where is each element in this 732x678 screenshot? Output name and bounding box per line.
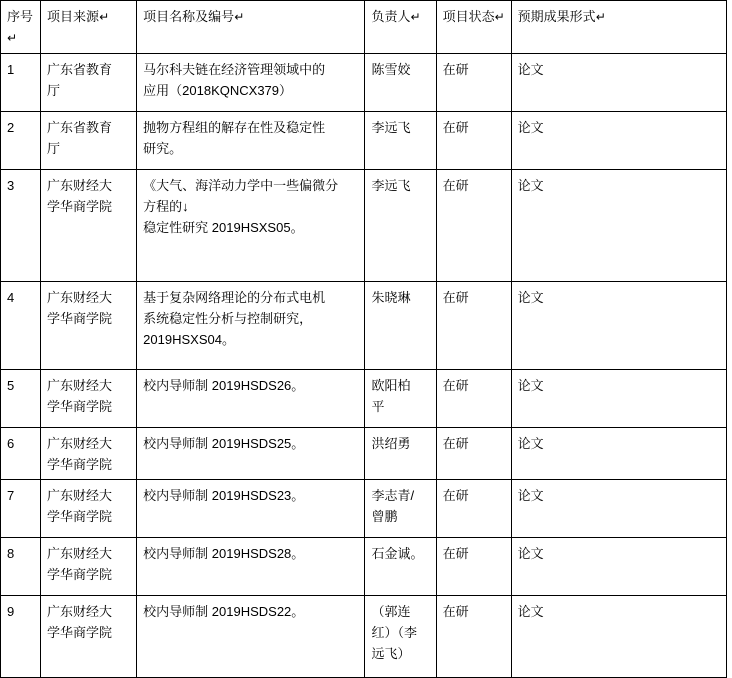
text-line: 广东财经大 (47, 178, 113, 193)
cell-source (41, 170, 137, 282)
cell-no (1, 112, 41, 170)
cell-name (137, 170, 365, 282)
text-line: 平 (371, 399, 385, 414)
text-line: 论文 (517, 62, 544, 77)
header-cell-status (436, 1, 511, 54)
pilcrow-mark: ↵ (99, 10, 110, 24)
text-line: 在研 (442, 488, 469, 503)
text-line: 学华商学院 (47, 625, 113, 640)
text-line: 抛物方程组的解存在性及稳定性 (143, 120, 326, 135)
cell-person (365, 596, 436, 678)
header-cell-no (1, 1, 41, 54)
cell-status (436, 538, 511, 596)
cell-name (137, 480, 365, 538)
text-line: 论文 (517, 436, 544, 451)
cell-result (511, 112, 726, 170)
cell-name (137, 596, 365, 678)
cell-no (1, 170, 41, 282)
table-row (1, 112, 727, 170)
cell-result (511, 480, 726, 538)
table-row (1, 428, 727, 480)
text-line: 马尔科夫链在经济管理领域中的 (143, 62, 326, 77)
cell-name (137, 54, 365, 112)
pilcrow-mark: ↵ (7, 31, 18, 45)
text-line: 7 (7, 488, 15, 503)
cell-result (511, 282, 726, 370)
text-line: 在研 (442, 290, 469, 305)
text-line: 学华商学院 (47, 567, 113, 582)
text-line: 在研 (442, 378, 469, 393)
text-line: 8 (7, 546, 15, 561)
table-row (1, 54, 727, 112)
text-line: 校内导师制 2019HSDS28。 (143, 546, 305, 561)
text-line: 广东财经大 (47, 546, 113, 561)
header-cell-result (511, 1, 726, 54)
cell-status (436, 370, 511, 428)
text-line: 系统稳定性分析与控制研究， (143, 311, 313, 326)
text-line: 基于复杂网络理论的分布式电机 (143, 290, 326, 305)
text-line: 学华商学院 (47, 509, 113, 524)
text-line: 3 (7, 178, 15, 193)
text-line: 李志青/ (371, 488, 415, 503)
pilcrow-mark: ↵ (595, 10, 606, 24)
header-cell-person (365, 1, 436, 54)
cell-person (365, 538, 436, 596)
cell-source (41, 428, 137, 480)
text-line: 朱晓琳 (371, 290, 411, 305)
cell-status (436, 428, 511, 480)
text-line: 在研 (442, 546, 469, 561)
text-line: 校内导师制 2019HSDS22。 (143, 604, 305, 619)
table-row (1, 480, 727, 538)
text-line: 1 (7, 62, 15, 77)
table-row (1, 596, 727, 678)
header-label-status: 项目状态 (442, 9, 495, 24)
text-line: 论文 (517, 178, 544, 193)
cell-person (365, 480, 436, 538)
text-line: 学华商学院 (47, 399, 113, 414)
text-line: 厅 (47, 83, 61, 98)
cell-no (1, 282, 41, 370)
text-line: 2 (7, 120, 15, 135)
text-line: 厅 (47, 141, 61, 156)
header-cell-name (137, 1, 365, 54)
text-line: 广东财经大 (47, 488, 113, 503)
cell-result (511, 170, 726, 282)
cell-result (511, 428, 726, 480)
cell-source (41, 596, 137, 678)
cell-source (41, 112, 137, 170)
header-label-result: 预期成果形式 (517, 9, 596, 24)
cell-no (1, 54, 41, 112)
cell-source (41, 480, 137, 538)
table-body (1, 54, 727, 678)
text-line: 远飞） (371, 646, 411, 661)
cell-source (41, 370, 137, 428)
cell-status (436, 54, 511, 112)
cell-name (137, 282, 365, 370)
table-row (1, 370, 727, 428)
text-line: 李远飞 (371, 178, 411, 193)
text-line: 广东财经大 (47, 290, 113, 305)
cell-no (1, 428, 41, 480)
cell-name (137, 428, 365, 480)
text-line: 方程的↓ (143, 199, 189, 214)
cell-name (137, 538, 365, 596)
text-line: 在研 (442, 120, 469, 135)
header-label-name: 项目名称及编号 (143, 9, 235, 24)
text-line: 李远飞 (371, 120, 411, 135)
cell-result (511, 596, 726, 678)
cell-status (436, 480, 511, 538)
cell-no (1, 480, 41, 538)
text-line: 学华商学院 (47, 311, 113, 326)
text-line: 洪绍勇 (371, 436, 411, 451)
text-line: 学华商学院 (47, 199, 113, 214)
text-line: 红）（李 (371, 625, 417, 640)
table-row (1, 538, 727, 596)
header-label-no: 序号 (7, 9, 34, 24)
text-line: 论文 (517, 120, 544, 135)
cell-status (436, 112, 511, 170)
cell-no (1, 370, 41, 428)
text-line: 论文 (517, 546, 544, 561)
table-row (1, 282, 727, 370)
header-label-person: 负责人 (371, 9, 411, 24)
cell-person (365, 282, 436, 370)
cell-person (365, 170, 436, 282)
header-label-source: 项目来源 (47, 9, 100, 24)
text-line: 广东省教育 (47, 120, 113, 135)
cell-result (511, 538, 726, 596)
text-line: 广东财经大 (47, 378, 113, 393)
text-line: 在研 (442, 604, 469, 619)
text-line: 5 (7, 378, 15, 393)
text-line: 论文 (517, 378, 544, 393)
text-line: 在研 (442, 62, 469, 77)
cell-source (41, 282, 137, 370)
text-line: 6 (7, 436, 15, 451)
text-line: 广东省教育 (47, 62, 113, 77)
cell-person (365, 112, 436, 170)
text-line: （郭连 (371, 604, 411, 619)
cell-person (365, 370, 436, 428)
text-line: 《大气、海洋动力学中一些偏微分 (143, 178, 339, 193)
cell-result (511, 54, 726, 112)
cell-no (1, 538, 41, 596)
text-line: 论文 (517, 604, 544, 619)
text-line: 校内导师制 2019HSDS23。 (143, 488, 305, 503)
pilcrow-mark: ↵ (494, 10, 505, 24)
text-line: 石金诚。 (371, 546, 424, 561)
text-line: 应用（2018KQNCX379） (143, 83, 293, 98)
text-line: 在研 (442, 178, 469, 193)
cell-no (1, 596, 41, 678)
cell-name (137, 112, 365, 170)
text-line: 校内导师制 2019HSDS25。 (143, 436, 305, 451)
pilcrow-mark: ↵ (410, 10, 421, 24)
text-line: 9 (7, 604, 15, 619)
table-header (1, 1, 727, 54)
table-row (1, 170, 727, 282)
text-line: 广东财经大 (47, 436, 113, 451)
cell-status (436, 596, 511, 678)
cell-person (365, 54, 436, 112)
text-line: 稳定性研究 2019HSXS05。 (143, 220, 304, 235)
cell-person (365, 428, 436, 480)
text-line: 曾鹏 (371, 509, 398, 524)
header-cell-source (41, 1, 137, 54)
cell-status (436, 282, 511, 370)
text-line: 学华商学院 (47, 457, 113, 472)
text-line: 2019HSXS04。 (143, 332, 235, 347)
cell-result (511, 370, 726, 428)
table-header-row (1, 1, 727, 54)
text-line: 研究。 (143, 141, 183, 156)
text-line: 广东财经大 (47, 604, 113, 619)
cell-status (436, 170, 511, 282)
text-line: 论文 (517, 488, 544, 503)
cell-source (41, 54, 137, 112)
text-line: 陈雪姣 (371, 62, 411, 77)
text-line: 4 (7, 290, 15, 305)
text-line: 校内导师制 2019HSDS26。 (143, 378, 305, 393)
text-line: 在研 (442, 436, 469, 451)
text-line: 欧阳柏 (371, 378, 411, 393)
cell-name (137, 370, 365, 428)
text-line: 论文 (517, 290, 544, 305)
cell-source (41, 538, 137, 596)
pilcrow-mark: ↵ (234, 10, 245, 24)
